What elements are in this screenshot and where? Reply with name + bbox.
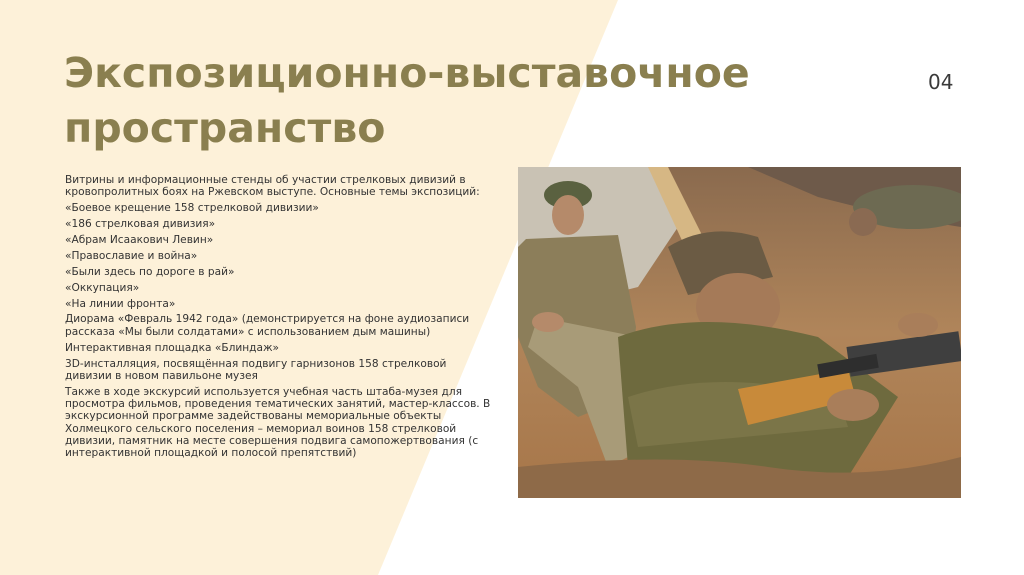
exhibit-theme: «Абрам Исаакович Левин» [65, 233, 214, 246]
page-number: 04 [928, 70, 954, 94]
exhibit-theme: «Боевое крещение 158 стрелковой дивизии» [65, 202, 319, 215]
paragraph: 3D-инсталляция, посвящённая подвигу гарнизонов 158 стрелковой дивизии в новом павильоне музея [65, 357, 447, 382]
diorama-photo [518, 167, 961, 498]
paragraph: Интерактивная площадка «Блиндаж» [65, 341, 280, 354]
exhibit-theme: «186 стрелковая дивизия» [65, 218, 216, 231]
body-text [65, 174, 495, 463]
exhibit-theme: «Были здесь по дороге в рай» [65, 265, 235, 278]
exhibit-theme: «Оккупация» [65, 281, 140, 294]
paragraph: Витрины и информационные стенды об участии стрелковых дивизий в кровопролитных боях на Ржевском выступе. Основные темы экспозиций: [65, 174, 480, 199]
paragraph: Диорама «Февраль 1942 года» (демонстрируется на фоне аудиозаписи рассказа «Мы были солдатами» с использованием дым машины) [65, 313, 470, 338]
paragraph: Также в ходе экскурсий используется учебная часть штаба-музея для просмотра фильмов, проведения тематических занятий, мастер-классов. В экскурсионной программе задействованы мемориальные объекты Холмецкого сельского поселения – мемориал воинов 158 стрелковой дивизии, памятник на месте совершения подвига самопожертвования (с интерактивной площадкой и полосой препятствий) [65, 385, 491, 460]
exhibit-theme: «На линии фронта» [65, 297, 176, 310]
exhibit-theme: «Православие и война» [65, 249, 198, 262]
slide-title: Экспозиционно-выставочное пространство [64, 49, 750, 152]
